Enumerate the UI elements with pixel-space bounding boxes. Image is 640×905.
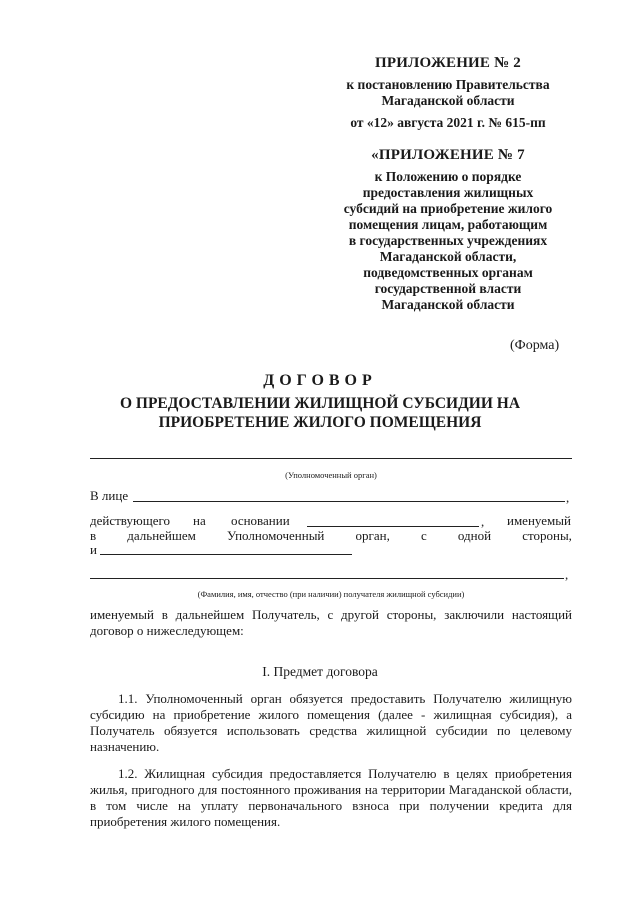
word: в <box>90 528 97 543</box>
form-label: (Форма) <box>510 338 560 353</box>
appendix-7-line: Магаданской области, <box>379 249 517 264</box>
recipient-fill-line[interactable] <box>90 578 564 579</box>
word: с <box>420 528 427 543</box>
section-1-title: I. Предмет договора <box>262 664 378 679</box>
named-label: именуемый <box>507 513 571 528</box>
appendix-2-line3: от «12» августа 2021 г. № 615-пп <box>350 115 546 130</box>
appendix-7-line: Магаданской области <box>381 297 515 312</box>
appendix-2-block <box>318 55 578 131</box>
appendix-7-title: «ПРИЛОЖЕНИЕ № 7 <box>371 147 525 163</box>
document-subtitle-1: О ПРЕДОСТАВЛЕНИИ ЖИЛИЩНОЙ СУБСИДИИ НА <box>119 395 521 412</box>
clause-1-1: 1.1. Уполномоченный орган обязуется предоставить Получателю жилищную субсидию на приобретение жилого помещения (далее - жилищная субсидия), а Получатель обязуется использовать средства жилищной субсидии по целевому назначению. <box>90 691 572 754</box>
document-title: ДОГОВОР <box>263 372 377 389</box>
appendix-7-line: к Положению о порядке <box>374 169 522 184</box>
basis-fill-line[interactable] <box>307 526 479 527</box>
word: орган, <box>355 528 390 543</box>
on-label: на <box>193 513 206 528</box>
word: стороны, <box>522 528 572 543</box>
appendix-7-line: предоставления жилищных <box>362 185 534 200</box>
comma-3: , <box>565 567 569 582</box>
comma-1: , <box>566 490 570 505</box>
appendix-7-line: в государственных учреждениях <box>348 233 548 248</box>
appendix-7-line: помещения лицам, работающим <box>348 217 548 232</box>
in-person-label: В лице <box>90 488 129 503</box>
recipient-caption: (Фамилия, имя, отчество (при наличии) получателя жилищной субсидии) <box>197 589 465 599</box>
representative-fill-line[interactable] <box>133 501 565 502</box>
word: дальнейшем <box>127 528 196 543</box>
appendix-2-line2: Магаданской области <box>381 93 515 108</box>
clause-1-2: 1.2. Жилищная субсидия предоставляется Получателю в целях приобретения жилья, пригодного для постоянного проживания на территории Магаданской области, в том числе на уплату первоначального взноса при получении кредита для приобретения жилого помещения. <box>90 766 572 829</box>
appendix-7-line: подведомственных органам <box>363 265 533 280</box>
document-subtitle-2: ПРИОБРЕТЕНИЕ ЖИЛОГО ПОМЕЩЕНИЯ <box>158 414 482 431</box>
appendix-2-title: ПРИЛОЖЕНИЕ № 2 <box>374 55 522 71</box>
intro-paragraph: именуемый в дальнейшем Получатель, с другой стороны, заключили настоящий договор о нижеследующем: <box>90 607 572 638</box>
hereinafter-row <box>90 528 572 544</box>
appendix-7-line: государственной власти <box>374 281 522 296</box>
appendix-7-line: субсидий на приобретение жилого <box>343 201 553 216</box>
word: одной <box>457 528 492 543</box>
comma-2: , <box>481 514 485 529</box>
authority-caption: (Уполномоченный орган) <box>285 470 377 480</box>
acting-label: действующего <box>90 513 170 528</box>
authority-fill-line[interactable] <box>90 458 572 459</box>
basis-label: основании <box>231 513 290 528</box>
appendix-7-block <box>318 147 578 313</box>
and-fill-line[interactable] <box>100 554 352 555</box>
and-label: и <box>90 542 97 557</box>
word: Уполномоченный <box>227 528 325 543</box>
appendix-2-line1: к постановлению Правительства <box>346 77 550 92</box>
